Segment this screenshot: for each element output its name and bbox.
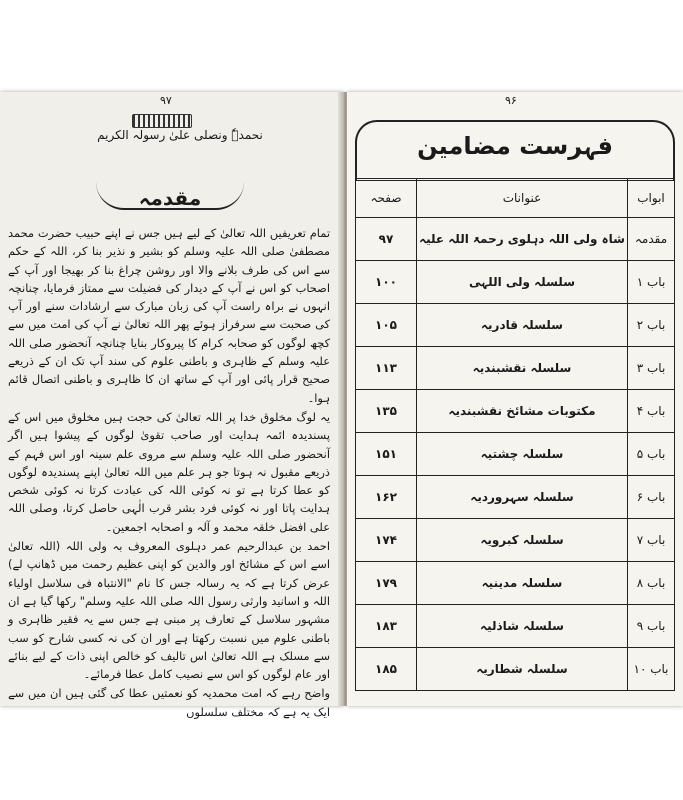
- left-page: [0, 92, 344, 719]
- toc-page: ۱۷۴: [356, 519, 417, 562]
- toc-row: [356, 261, 675, 304]
- toc-title-cell: سلسلہ مدینیہ: [417, 562, 628, 605]
- toc-chapter: باب ۲: [628, 304, 675, 347]
- toc-title-cell: سلسلہ نقشبندیہ: [417, 347, 628, 390]
- toc-page: ۱۵۱: [356, 433, 417, 476]
- toc-page: ۱۰۰: [356, 261, 417, 304]
- toc-row: [356, 562, 675, 605]
- header-page: صفحہ: [356, 179, 417, 218]
- toc-row: [356, 605, 675, 648]
- toc-title-cell: سلسلہ کبرویہ: [417, 519, 628, 562]
- toc-chapter: باب ۴: [628, 390, 675, 433]
- toc-title-cell: سلسلہ چشتیہ: [417, 433, 628, 476]
- toc-title-cell: سلسلہ شاذلیہ: [417, 605, 628, 648]
- paragraph: واضح رہے کہ امت محمدیہ کو نعمتیں عطا کی گئی ہیں ان میں سے ایک یہ ہے کہ مختلف سلسلوں: [8, 686, 330, 719]
- toc-chapter: باب ۷: [628, 519, 675, 562]
- toc-table: [355, 178, 675, 691]
- toc-row: [356, 476, 675, 519]
- toc-page: ۱۷۹: [356, 562, 417, 605]
- toc-title-cell: سلسلہ قادریہ: [417, 304, 628, 347]
- toc-row: [356, 648, 675, 691]
- toc-chapter: باب ۹: [628, 605, 675, 648]
- toc-chapter: باب ۵: [628, 433, 675, 476]
- paragraph: تمام تعریفیں اللہ تعالیٰ کے لیے ہیں جس نے اپنے حبیب حضرت محمد مصطفیٰ صلی اللہ علیہ وسلم کو بشیر و نذیر بنا کر، اللہ کے حکم سے اس کی طرف بلانے والا اور روشن چراغ بنا کر بھیجا اور آپ کے اصحاب کو اس نے آپ کے دیدار کی فضیلت سے ممتاز فرمایا، چنانچہ انہوں نے براہ راست آپ کی زبان مبارک سے ارشادات سنے اور آپ کی صحبت سے سرفراز ہوئے پھر اللہ تعالیٰ نے آپ کی امت میں سے کچھ لوگوں کو صحابہ کرام کا پیروکار بنایا چنانچہ آنحضور صلی اللہ علیہ وسلم کے ظاہری و باطنی علوم کی سند آپ تک ان کے ذریعے صحیح قرار پائی اور آپ کے ساتھ ان کا ظاہری و باطنی اتصال قائم ہوا۔: [8, 226, 330, 405]
- paragraph: یہ لوگ مخلوق خدا پر اللہ تعالیٰ کی حجت ہیں مخلوق میں اس کے پسندیدہ ائمہ ہدایت اور صاحب تقویٰ لوگوں کے پیشوا ہیں اگر آنحضور صلی اللہ علیہ وسلم سے مروی علم سینہ اور اس فہم کے ذریعے مقبول نہ ہوتا جو ہر علم میں اللہ تعالیٰ اپنے پسندیدہ لوگوں کو عطا کرتا ہے تو نہ کوئی اللہ کی عبادت کرتا نہ کوئی شخص ہدایت پاتا اور نہ کوئی فرد بشر قرب الٰہی حاصل کرتا، وصلی اللہ علی افضل خلقہ محمد و آلہ و اصحابہ اجمعین۔: [8, 409, 330, 534]
- toc-page: ۱۳۵: [356, 390, 417, 433]
- toc-page: ۱۸۵: [356, 648, 417, 691]
- toc-title-cell: سلسلہ ولی اللہی: [417, 261, 628, 304]
- toc-page: ۱۸۳: [356, 605, 417, 648]
- toc-page: ۱۱۳: [356, 347, 417, 390]
- toc-row: [356, 304, 675, 347]
- right-page-number: ۹۶: [505, 94, 517, 107]
- toc-page: ۹۷: [356, 218, 417, 261]
- opening-invocation: نحمدہٗ ونصلی علیٰ رسولہ الکریم: [97, 128, 263, 142]
- toc-chapter: باب ۱: [628, 261, 675, 304]
- calligraphy-ornament: [132, 114, 192, 128]
- toc-header-row: [356, 179, 675, 218]
- toc-row: [356, 218, 675, 261]
- left-page-number: ۹۷: [160, 94, 172, 107]
- toc-title: فہرست مضامین: [417, 132, 613, 160]
- toc-row: [356, 519, 675, 562]
- toc-title-box: [355, 120, 675, 181]
- toc-chapter: باب ۳: [628, 347, 675, 390]
- toc-page: ۱۶۲: [356, 476, 417, 519]
- toc-chapter: باب ۸: [628, 562, 675, 605]
- toc-row: [356, 347, 675, 390]
- right-page: [347, 92, 683, 706]
- body-text: [8, 224, 330, 722]
- toc-title-cell: سلسلہ شطاریہ: [417, 648, 628, 691]
- page-heading: مقدمہ: [138, 186, 202, 210]
- toc-body: [356, 218, 675, 691]
- header-chapter: ابواب: [628, 179, 675, 218]
- header-title: عنوانات: [417, 179, 628, 218]
- toc-page: ۱۰۵: [356, 304, 417, 347]
- toc-title-cell: سلسلہ سہروردیہ: [417, 476, 628, 519]
- toc-chapter: باب ۱۰: [628, 648, 675, 691]
- toc-row: [356, 390, 675, 433]
- toc-chapter: باب ۶: [628, 476, 675, 519]
- toc-title-cell: مکتوبات مشائخ نقشبندیہ: [417, 390, 628, 433]
- toc-title-cell: شاہ ولی اللہ دہلوی رحمۃ اللہ علیہ: [417, 218, 628, 261]
- toc-row: [356, 433, 675, 476]
- toc-chapter: مقدمہ: [628, 218, 675, 261]
- paragraph: احمد بن عبدالرحیم عمر دہلوی المعروف بہ ولی اللہ (اللہ تعالیٰ اسے اس کے مشائخ اور والدین کو اپنی عظیم رحمت میں ڈھانپ لے) عرض کرتا ہے کہ یہ رسالہ جس کا نام "الانتباہ فی سلاسل اولیاء اللہ و اسانید وارثی رسول اللہ صلی اللہ علیہ وسلم" رکھا گیا ہے ان مشہور سلاسل کے تعارف پر مبنی ہے جس سے یہ فقیر ظاہری و باطنی علوم میں نسبت رکھتا ہے اور ان کی نہ کسی شارح کو سب سے مسلک ہے اللہ تعالیٰ اس تالیف کو خالص اپنی ذات کے لیے بنائے اور عام لوگوں کو اس سے نصیب کامل عطا فرمائے۔: [8, 539, 330, 682]
